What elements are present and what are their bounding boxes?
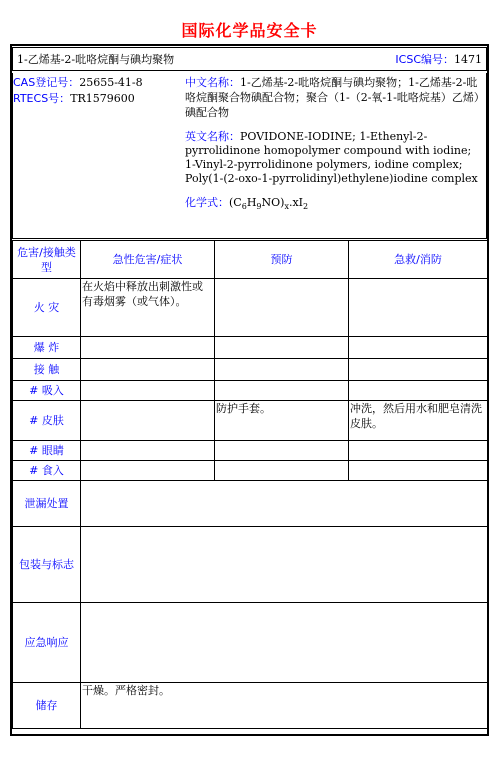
section-label-emergency: 应急响应 — [13, 603, 81, 683]
cell-symptom — [81, 461, 215, 481]
section-content-packaging — [81, 527, 488, 603]
icsc-number — [395, 51, 482, 67]
chemical-name-bar — [12, 47, 487, 71]
section-label-packaging: 包装与标志 — [13, 527, 81, 603]
cas-value: 25655-41-8 — [79, 76, 143, 89]
table-header-row — [13, 241, 488, 279]
section-content-emergency — [81, 603, 488, 683]
section-label-spill: 泄漏处置 — [13, 481, 81, 527]
section-row-packaging — [13, 527, 488, 603]
section-content-spill — [81, 481, 488, 527]
cell-symptom — [81, 401, 215, 441]
icsc-label: ICSC编号： — [395, 53, 454, 66]
chinese-name-title: 1-乙烯基-2-吡咯烷酮与碘均聚物 — [17, 53, 175, 66]
english-name-paragraph — [185, 130, 485, 186]
table-row — [13, 461, 488, 481]
cell-prevention — [215, 381, 349, 401]
rtecs-line — [13, 91, 183, 107]
rtecs-label: RTECS号： — [13, 92, 71, 105]
section-content-storage: 干燥。严格密封。 — [81, 683, 488, 729]
names-block — [185, 75, 485, 224]
cell-symptom — [81, 441, 215, 461]
cell-prevention — [215, 337, 349, 359]
chinese-name-paragraph — [185, 75, 485, 120]
chinese-name-value: 1-乙烯基-2-吡咯烷酮与碘均聚物；1-乙烯基-2-吡咯烷酮聚合物碘配合物；聚合（1-（2-氧-1-吡咯烷基）乙烯）碘配合物 — [185, 76, 485, 119]
cas-label: CAS登记号： — [13, 76, 80, 89]
cell-first-aid — [349, 441, 488, 461]
section-row-emergency — [13, 603, 488, 683]
cell-prevention — [215, 461, 349, 481]
hazard-table — [12, 240, 488, 729]
header-first-aid: 急救/消防 — [349, 241, 488, 279]
formula-value: $(C_6H_9NO)_x.xI_2$ — [229, 196, 309, 212]
icsc-value: 1471 — [454, 53, 482, 66]
english-name-label: 英文名称： — [185, 130, 240, 143]
cell-prevention — [215, 441, 349, 461]
table-row — [13, 441, 488, 461]
cell-prevention — [215, 359, 349, 381]
section-row-spill — [13, 481, 488, 527]
cell-first-aid — [349, 381, 488, 401]
cell-symptom — [81, 337, 215, 359]
header-symptoms: 急性危害/症状 — [81, 241, 215, 279]
cell-prevention: 防护手套。 — [215, 401, 349, 441]
row-label-ingestion: # 食入 — [13, 461, 81, 481]
row-label-explosion: 爆 炸 — [13, 337, 81, 359]
cas-line — [13, 75, 183, 91]
rtecs-value: TR1579600 — [70, 92, 135, 105]
identification-section — [12, 73, 487, 239]
row-label-skin: # 皮肤 — [13, 401, 81, 441]
cell-first-aid: 冲洗，然后用水和肥皂清洗皮肤。 — [349, 401, 488, 441]
cell-symptom: 在火焰中释放出刺激性或有毒烟雾（或气体）。 — [81, 279, 215, 337]
section-label-storage: 储存 — [13, 683, 81, 729]
table-row — [13, 401, 488, 441]
row-label-contact: 接 触 — [13, 359, 81, 381]
table-row — [13, 381, 488, 401]
row-label-eyes: # 眼睛 — [13, 441, 81, 461]
row-label-inhalation: # 吸入 — [13, 381, 81, 401]
cell-symptom — [81, 381, 215, 401]
formula-label: 化学式： — [185, 196, 229, 209]
chinese-name-label: 中文名称： — [185, 76, 240, 89]
cell-prevention — [215, 279, 349, 337]
identifiers-block — [13, 75, 183, 107]
table-row — [13, 279, 488, 337]
cell-first-aid — [349, 337, 488, 359]
cell-first-aid — [349, 279, 488, 337]
english-name-value: POVIDONE-IODINE; 1-Ethenyl-2-pyrrolidinone homopolymer compound with iodine; 1-Vinyl-2-pyrrolidinone polymers, iodine complex; Poly(1-(2-oxo-1-pyrrolidinyl)ethylene)iodine complex — [185, 130, 478, 185]
row-label-fire: 火 灾 — [13, 279, 81, 337]
formula-paragraph — [185, 196, 485, 214]
cell-symptom — [81, 359, 215, 381]
section-row-storage — [13, 683, 488, 729]
cell-first-aid — [349, 359, 488, 381]
page-title: 国际化学品安全卡 — [181, 21, 318, 40]
header-prevention: 预防 — [215, 241, 349, 279]
table-row — [13, 337, 488, 359]
table-row — [13, 359, 488, 381]
header-hazard-type: 危害/接触类型 — [13, 241, 81, 279]
cell-first-aid — [349, 461, 488, 481]
